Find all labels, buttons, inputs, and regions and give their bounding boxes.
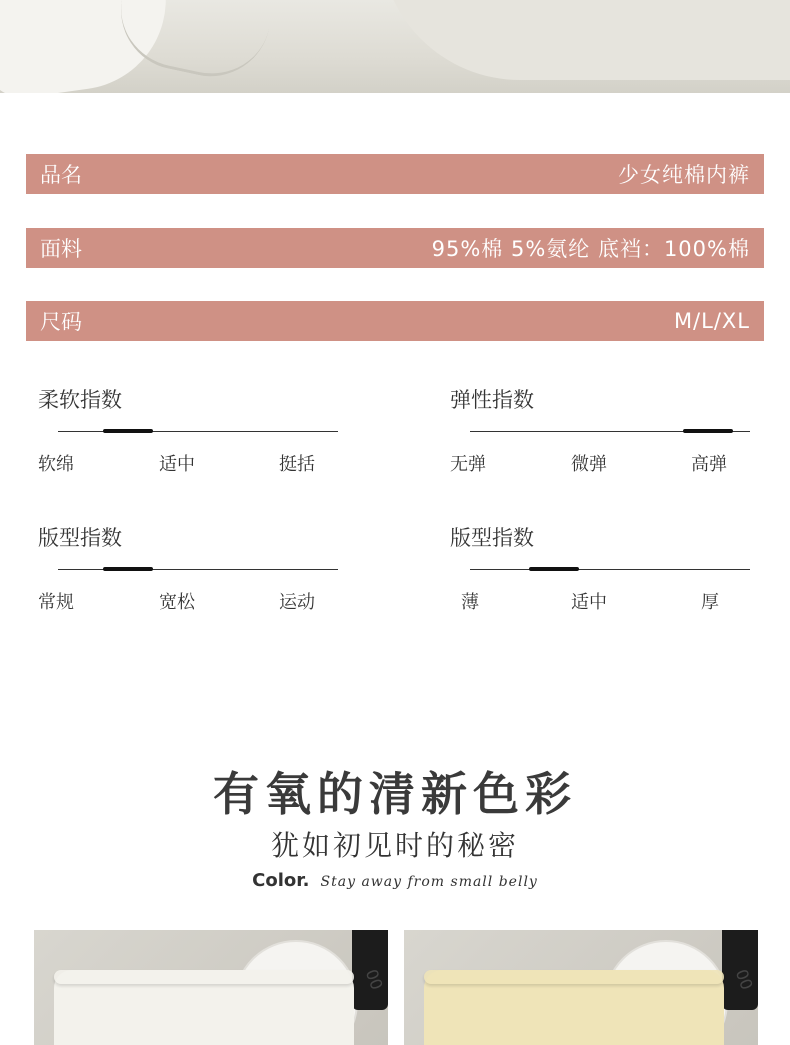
- fit-index: [38, 522, 338, 622]
- fabric-fold: [380, 0, 790, 80]
- thickness-index: [450, 522, 750, 622]
- index-label-high: 厚: [701, 592, 719, 613]
- index-title: 柔软指数: [38, 388, 122, 412]
- product-photo-white: [34, 930, 388, 1045]
- index-track: [58, 569, 338, 570]
- section-headline: 有氧的清新色彩: [213, 767, 577, 821]
- index-label-high: 运动: [279, 592, 315, 613]
- index-marker: [529, 567, 579, 571]
- color-word: Color.: [252, 870, 310, 891]
- index-track: [470, 569, 750, 570]
- fabric-seam: [110, 0, 280, 87]
- index-marker: [683, 429, 733, 433]
- index-label-mid: 微弹: [571, 454, 607, 475]
- spec-value: M/L/XL: [673, 309, 750, 333]
- index-label-high: 挺括: [279, 454, 315, 475]
- product-photo-yellow: [404, 930, 758, 1045]
- index-label-low: 薄: [461, 592, 479, 613]
- garment-waistband: [424, 970, 724, 984]
- spec-row-size: [26, 301, 764, 341]
- index-title: 版型指数: [450, 526, 534, 550]
- spec-value: 95%棉 5%氨纶 底裆：100%棉: [431, 237, 750, 261]
- index-label-mid: 适中: [571, 592, 607, 613]
- spec-label: 面料: [40, 237, 82, 261]
- cup-label: 00: [361, 966, 387, 993]
- index-title: 版型指数: [38, 526, 122, 550]
- index-label-low: 无弹: [450, 454, 486, 475]
- index-label-mid: 宽松: [159, 592, 195, 613]
- garment-waistband: [54, 970, 354, 984]
- elasticity-index: [450, 384, 750, 484]
- spec-row-fabric: [26, 228, 764, 268]
- color-tagline: [0, 870, 790, 891]
- softness-index: [38, 384, 338, 484]
- section-subline: 犹如初见时的秘密: [270, 829, 519, 862]
- index-marker: [103, 567, 153, 571]
- index-marker: [103, 429, 153, 433]
- cup-label: 00: [731, 966, 757, 993]
- spec-label: 品名: [40, 163, 82, 187]
- index-label-high: 高弹: [691, 454, 727, 475]
- index-label-mid: 适中: [159, 454, 195, 475]
- spec-label: 尺码: [40, 310, 82, 334]
- index-track: [58, 431, 338, 432]
- index-title: 弹性指数: [450, 388, 534, 412]
- color-script: Stay away from small belly: [320, 874, 538, 890]
- index-label-low: 软绵: [38, 454, 74, 475]
- spec-row-name: [26, 154, 764, 194]
- top-product-photo: [0, 0, 790, 93]
- spec-value: 少女纯棉内裤: [618, 163, 750, 187]
- index-label-low: 常规: [38, 592, 74, 613]
